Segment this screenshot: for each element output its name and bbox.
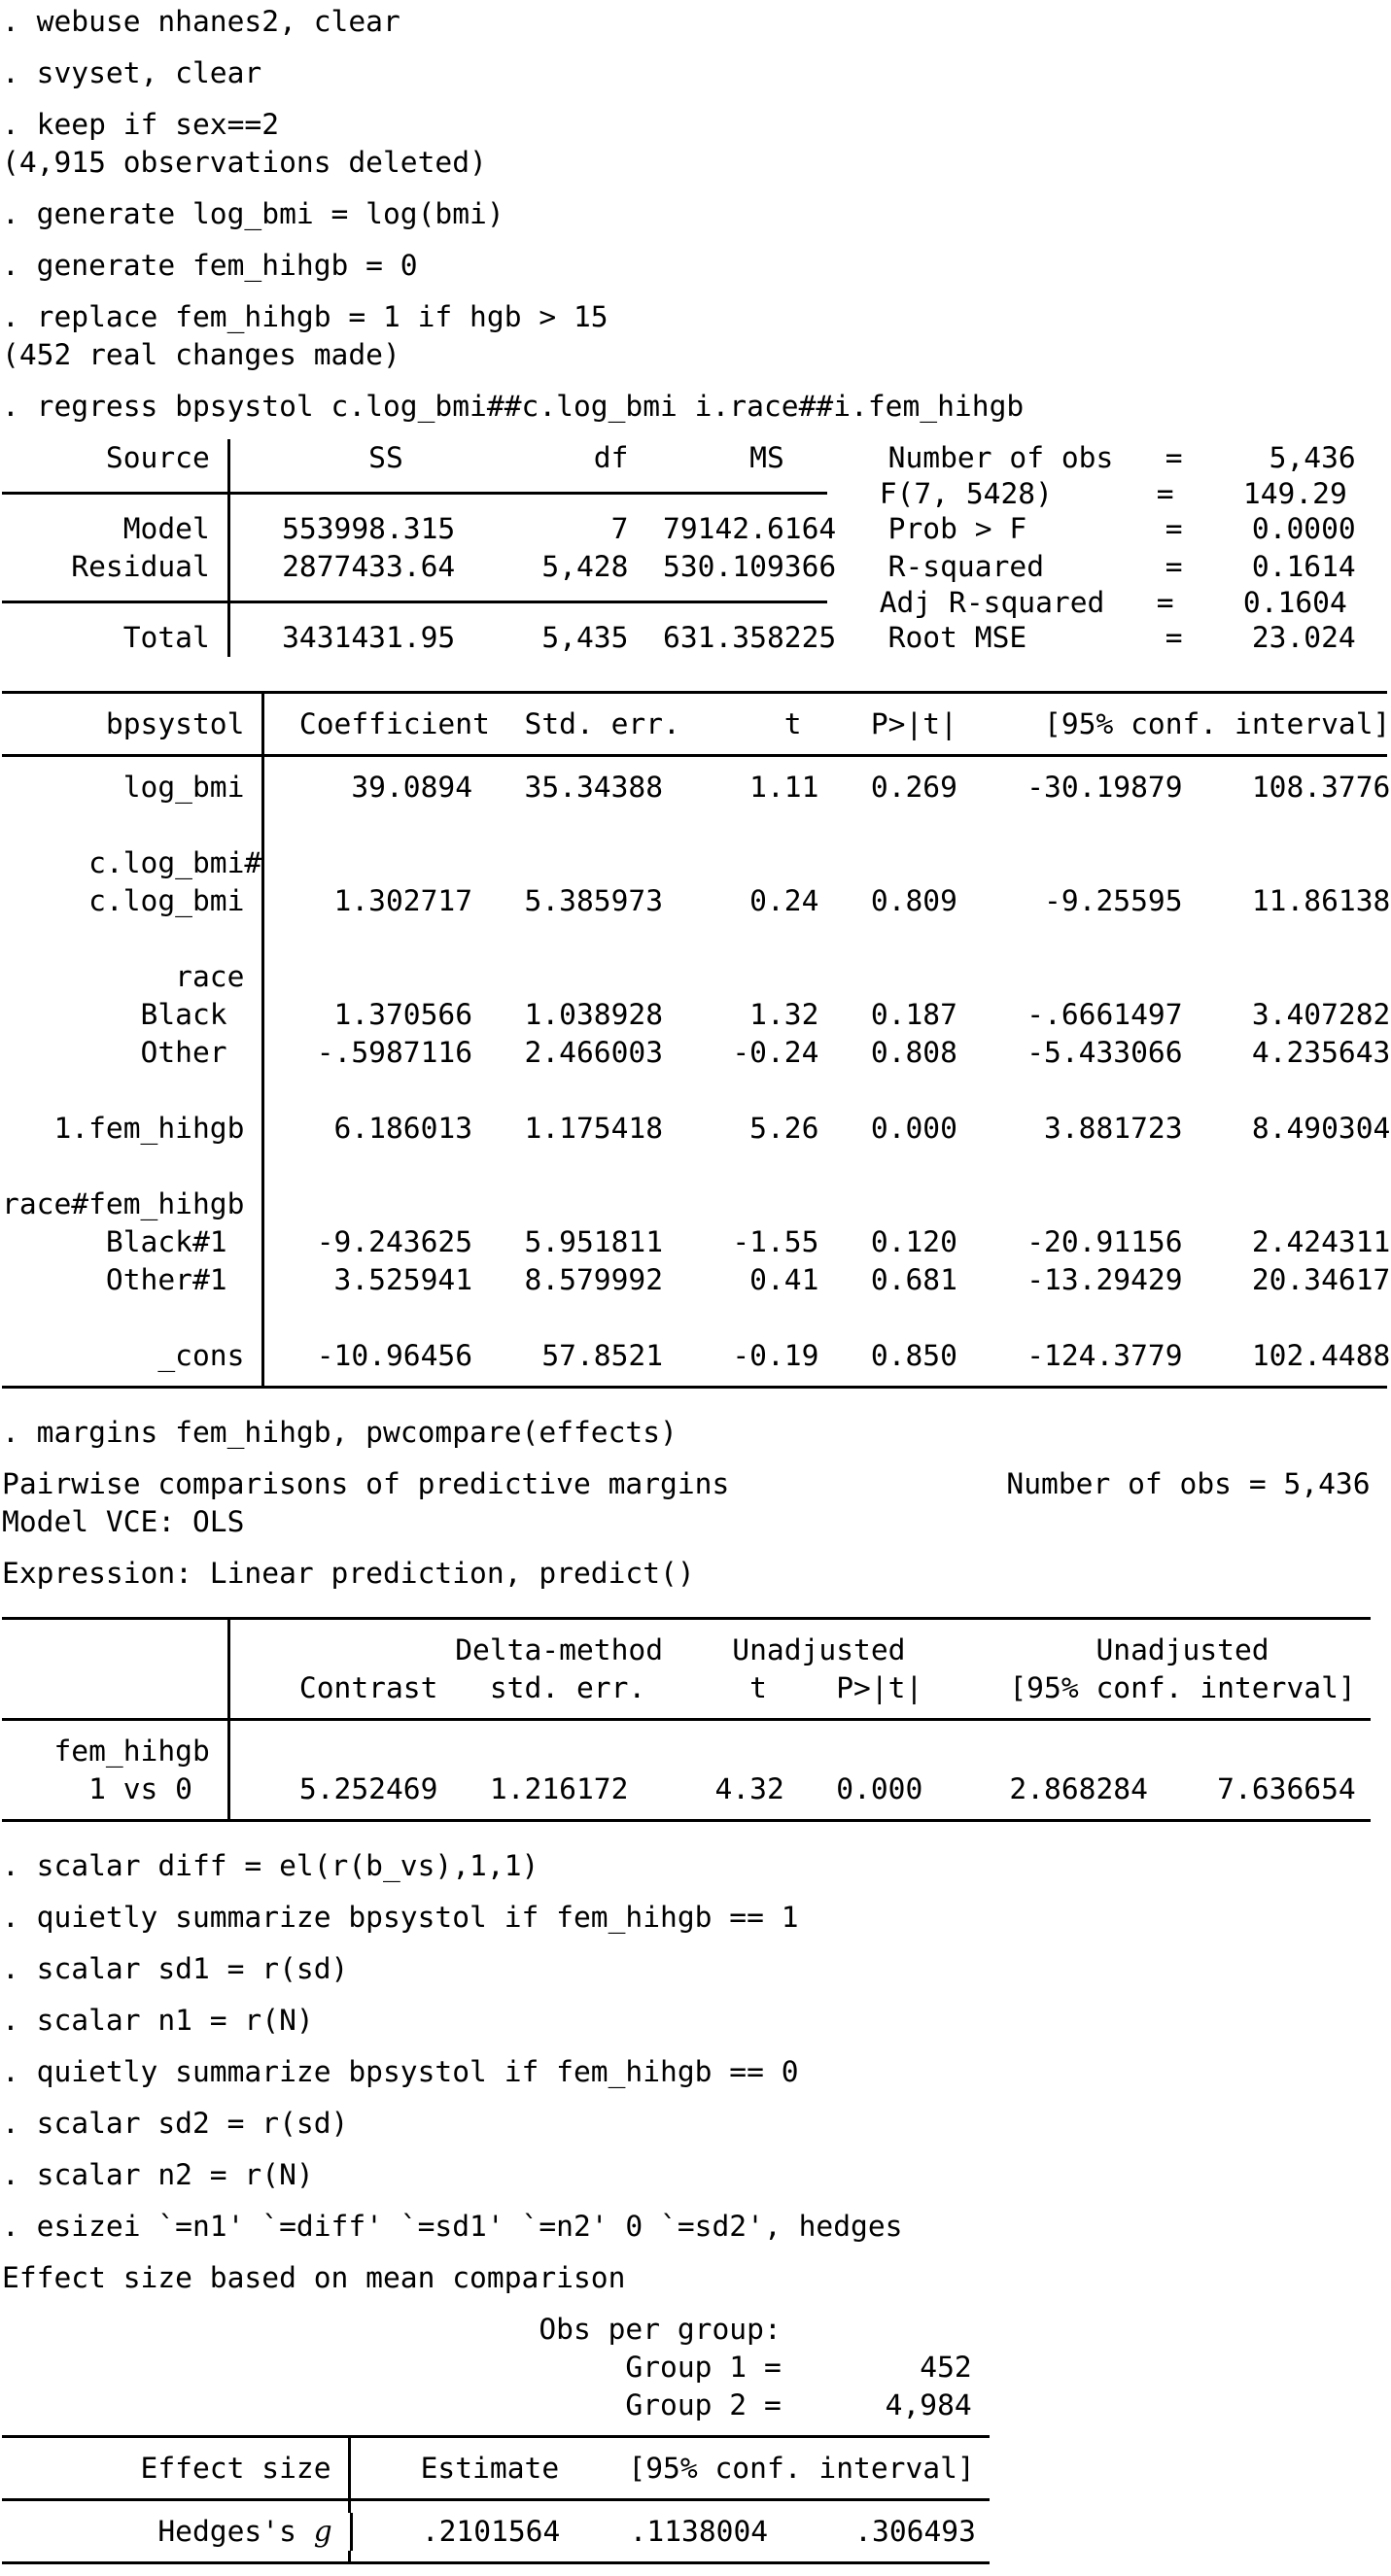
row-label: 1 vs 0 <box>2 1770 230 1808</box>
horizontal-rule <box>2 1606 1391 1631</box>
output-line: . scalar diff = el(r(b_vs),1,1) <box>2 1849 539 1882</box>
output-line <box>2 1834 1391 1847</box>
output-line: . webuse nhanes2, clear <box>2 5 400 38</box>
row-text: 6.186013 1.175418 5.26 0.000 3.881723 8.490304 <box>282 1112 1391 1145</box>
row-label <box>2 1631 230 1669</box>
row-label: Black#1 <box>2 1223 264 1261</box>
rule-line <box>2 1819 1371 1822</box>
row-text: 3.525941 8.579992 0.41 0.681 -13.29429 20.34617 <box>282 1263 1391 1296</box>
output-line: Pairwise comparisons of predictive margins Number of obs = 5,436 <box>2 1467 1371 1500</box>
row-text <box>264 1299 282 1337</box>
row-text: 1.370566 1.038928 1.32 0.187 -.6661497 3.407282 <box>282 998 1391 1031</box>
rule-line <box>230 601 828 603</box>
row-label: Total <box>2 619 230 657</box>
row-label: log_bmi <box>2 769 264 807</box>
rule-line <box>2 2561 990 2564</box>
table-row <box>2 882 1391 920</box>
table-row <box>2 586 1391 619</box>
table-row <box>2 1337 1391 1375</box>
vertical-rule-segment <box>261 693 264 705</box>
output-line <box>2 2246 1391 2259</box>
horizontal-rule <box>2 1707 1391 1733</box>
row-text: -10.96456 57.8521 -0.19 0.850 -124.3779 102.4488 <box>282 1339 1391 1372</box>
output-line: Group 2 = 4,984 <box>2 2388 972 2421</box>
table-row <box>2 477 1391 510</box>
table-row <box>2 439 1391 477</box>
table-row <box>2 1631 1391 1669</box>
rule-line <box>2 754 1387 757</box>
table-row <box>2 769 1391 807</box>
row-text <box>264 958 282 996</box>
output-line: . replace fem_hihgb = 1 if hgb > 15 <box>2 300 609 333</box>
row-text: 3431431.95 5,435 631.358225 Root MSE = 23.024 <box>247 621 1356 654</box>
row-label <box>2 2513 353 2551</box>
label-segment <box>332 2515 350 2548</box>
horizontal-rule <box>2 680 1391 705</box>
output-line <box>2 285 1391 298</box>
table-row <box>2 705 1391 743</box>
row-text <box>264 920 282 958</box>
output-line: Model VCE: OLS <box>2 1505 245 1538</box>
horizontal-rule <box>2 2488 1391 2513</box>
row-text <box>264 1185 282 1223</box>
output-line <box>2 2194 1391 2208</box>
row-label <box>2 1669 230 1707</box>
output-line <box>2 1593 1391 1606</box>
row-label <box>2 920 264 958</box>
row-text: Estimate [95% conf. interval] <box>368 2452 975 2485</box>
row-text: Adj R-squared = 0.1604 <box>827 586 1347 619</box>
table-row <box>2 619 1391 657</box>
row-text <box>264 844 282 882</box>
row-text <box>264 807 282 844</box>
table-row <box>2 1185 1391 1223</box>
table-row <box>2 1110 1391 1148</box>
horizontal-rule <box>2 1808 1391 1834</box>
label-segment: Hedges's <box>2 2515 314 2548</box>
row-label: Residual <box>2 548 230 586</box>
rule-line <box>2 2435 990 2438</box>
pairwise-margins-table <box>2 1606 1391 1834</box>
row-label <box>2 1072 264 1110</box>
horizontal-rule <box>2 743 1391 769</box>
anova-table <box>2 439 1391 657</box>
table-row <box>2 1034 1391 1072</box>
output-line <box>2 182 1391 195</box>
output-line <box>2 1937 1391 1950</box>
table-row <box>2 844 1391 882</box>
row-text: 553998.315 7 79142.6164 Prob > F = 0.0000 <box>247 512 1356 545</box>
output-line <box>2 41 1391 54</box>
rule-line <box>2 601 230 603</box>
output-line: . regress bpsystol c.log_bmi##c.log_bmi i.race##i.fem_hihgb <box>2 390 1025 423</box>
row-text: Delta-method Unadjusted Unadjusted <box>247 1633 1269 1666</box>
row-label: race <box>2 958 264 996</box>
row-label: 1.fem_hihgb <box>2 1110 264 1148</box>
rule-segment <box>230 586 828 619</box>
output-line <box>2 1541 1391 1555</box>
row-label: c.log_bmi# <box>2 844 264 882</box>
output-line <box>2 2297 1391 2311</box>
output-line: (4,915 observations deleted) <box>2 146 487 179</box>
row-text: 5.252469 1.216172 4.32 0.000 2.868284 7.636654 <box>247 1772 1356 1805</box>
vertical-rule-segment <box>227 1707 230 1733</box>
row-text: Coefficient Std. err. t P>|t| [95% conf. interval] <box>282 707 1391 740</box>
output-line <box>2 1452 1391 1465</box>
table-row <box>2 958 1391 996</box>
output-line: . scalar sd1 = r(sd) <box>2 1952 349 1985</box>
row-label: Black <box>2 996 264 1034</box>
row-label: Source <box>2 439 230 477</box>
horizontal-rule <box>2 1375 1391 1400</box>
horizontal-rule <box>2 2551 1391 2576</box>
row-label <box>2 586 230 619</box>
output-line <box>2 92 1391 106</box>
table-row <box>2 996 1391 1034</box>
italic-text: g <box>313 2515 332 2548</box>
row-text <box>264 1148 282 1185</box>
row-label: Other <box>2 1034 264 1072</box>
rule-line <box>2 691 1387 694</box>
vertical-rule-segment <box>261 743 264 769</box>
row-text: SS df MS Number of obs = 5,436 <box>247 441 1356 474</box>
row-text: F(7, 5428) = 149.29 <box>827 477 1347 510</box>
vertical-rule-segment <box>348 2551 351 2563</box>
table-row <box>2 1261 1391 1299</box>
table-row <box>2 510 1391 548</box>
rule-line <box>2 1386 1387 1389</box>
table-row <box>2 2513 1391 2551</box>
output-line: Obs per group: <box>2 2313 782 2346</box>
table-row <box>2 1072 1391 1110</box>
output-line: . scalar n2 = r(N) <box>2 2158 314 2191</box>
output-line: . quietly summarize bpsystol if fem_hihgb == 1 <box>2 1901 799 1934</box>
row-label: bpsystol <box>2 705 264 743</box>
row-label <box>2 807 264 844</box>
regression-coefficients-table <box>2 680 1391 1400</box>
row-text: 39.0894 35.34388 1.11 0.269 -30.19879 108.3776 <box>282 771 1391 804</box>
output-line: . scalar n1 = r(N) <box>2 2004 314 2037</box>
row-text: -9.243625 5.951811 -1.55 0.120 -20.91156 2.424311 <box>282 1225 1391 1258</box>
rule-line <box>2 1718 1371 1721</box>
output-line: . esizei `=n1' `=diff' `=sd1' `=n2' 0 `=sd2', hedges <box>2 2210 903 2243</box>
table-row <box>2 920 1391 958</box>
row-label: fem_hihgb <box>2 1733 230 1770</box>
table-row <box>2 1299 1391 1337</box>
vertical-rule-segment <box>261 1375 264 1388</box>
output-line <box>2 1400 1391 1414</box>
vertical-rule-segment <box>348 2437 351 2450</box>
row-text: -.5987116 2.466003 -0.24 0.808 -5.433066 4.235643 <box>282 1036 1391 1069</box>
table-row <box>2 1669 1391 1707</box>
table-row <box>2 1223 1391 1261</box>
output-line <box>2 2091 1391 2105</box>
rule-line <box>2 1617 1371 1620</box>
output-line: Effect size based on mean comparison <box>2 2261 626 2294</box>
row-label: _cons <box>2 1337 264 1375</box>
vertical-rule-segment <box>348 2488 351 2513</box>
table-row <box>2 548 1391 586</box>
vertical-rule-segment <box>227 1619 230 1631</box>
output-line <box>2 2040 1391 2053</box>
output-line: . quietly summarize bpsystol if fem_hihgb == 0 <box>2 2055 799 2088</box>
table-row <box>2 1770 1391 1808</box>
spacer <box>2 657 1391 680</box>
output-line: . generate fem_hihgb = 0 <box>2 249 418 282</box>
table-row <box>2 807 1391 844</box>
output-line: . keep if sex==2 <box>2 108 280 141</box>
row-label <box>2 477 230 510</box>
table-row <box>2 1733 1391 1770</box>
row-label: Model <box>2 510 230 548</box>
horizontal-rule <box>2 2424 1391 2450</box>
output-line: . scalar sd2 = r(sd) <box>2 2107 349 2140</box>
row-label <box>2 1148 264 1185</box>
row-label: Effect size <box>2 2450 351 2488</box>
rule-line <box>2 2498 990 2501</box>
table-row <box>2 1148 1391 1185</box>
output-line <box>2 1885 1391 1899</box>
row-label: race#fem_hihgb <box>2 1185 264 1223</box>
output-line <box>2 2143 1391 2156</box>
rule-line <box>2 492 230 495</box>
rule-line <box>230 492 828 495</box>
output-line <box>2 374 1391 388</box>
row-label: Other#1 <box>2 1261 264 1299</box>
vertical-rule-segment <box>227 1808 230 1821</box>
output-line: (452 real changes made) <box>2 338 400 371</box>
effect-size-table <box>2 2424 1391 2576</box>
row-label <box>2 1299 264 1337</box>
output-line: Expression: Linear prediction, predict() <box>2 1557 695 1590</box>
output-line <box>2 1988 1391 2002</box>
row-text: 2877433.64 5,428 530.109366 R-squared = 0.1614 <box>247 550 1356 583</box>
row-text: 1.302717 5.385973 0.24 0.809 -9.25595 11.86138 <box>282 884 1391 917</box>
row-text: Contrast std. err. t P>|t| [95% conf. interval] <box>247 1671 1356 1704</box>
output-line: . margins fem_hihgb, pwcompare(effects) <box>2 1416 678 1449</box>
output-line: . generate log_bmi = log(bmi) <box>2 197 504 230</box>
row-text: .2101564 .1138004 .306493 <box>369 2515 976 2548</box>
output-line <box>2 233 1391 247</box>
output-line <box>2 426 1391 439</box>
row-text <box>264 1072 282 1110</box>
output-line: Group 1 = 452 <box>2 2351 972 2384</box>
output-line: . svyset, clear <box>2 56 262 89</box>
row-label: c.log_bmi <box>2 882 264 920</box>
row-text <box>230 1733 248 1770</box>
rule-segment <box>230 477 828 510</box>
table-row <box>2 2450 1391 2488</box>
